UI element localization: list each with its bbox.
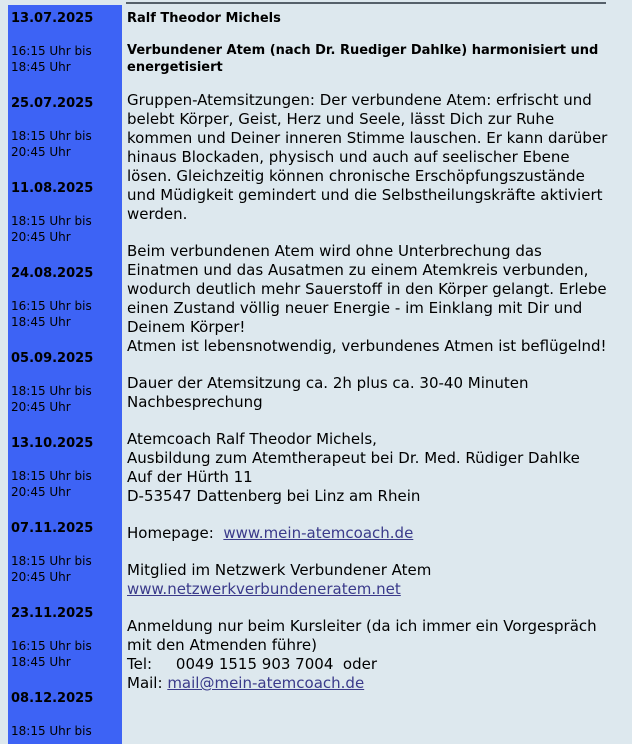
address-street: Auf der Hürth 11 (127, 468, 253, 486)
mail-link[interactable]: mail@mein-atemcoach.de (167, 674, 365, 692)
mail-label: Mail: (127, 674, 163, 692)
signup-text: Anmeldung nur beim Kursleiter (da ich immer ein Vorgespräch mit den Atmenden führe) (127, 617, 597, 654)
event-time: 18:15 Uhr bis 20:45 Uhr (11, 129, 92, 159)
top-divider (126, 2, 606, 4)
event-title: Verbundener Atem (nach Dr. Ruediger Dahlke) harmonisiert und energetisiert (127, 43, 599, 75)
event-time: 16:15 Uhr bis 18:45 Uhr (11, 44, 92, 74)
event-date: 25.07.2025 (11, 96, 94, 111)
event-time: 16:15 Uhr bis 18:45 Uhr (11, 639, 92, 669)
membership-text: Mitglied im Netzwerk Verbundener Atem (127, 561, 432, 579)
coach-training: Ausbildung zum Atemtherapeut bei Dr. Med. Rüdiger Dahlke (127, 449, 580, 467)
mail-line (127, 674, 612, 693)
phone-line: Tel: 0049 1515 903 7004 oder (127, 655, 377, 673)
event-date-entry (11, 605, 123, 670)
event-date: 08.12.2025 (11, 691, 94, 706)
event-date-entry (11, 520, 123, 585)
address-city: D-53547 Dattenberg bei Linz am Rhein (127, 487, 421, 505)
event-date-entry (11, 350, 123, 415)
event-date-entry (11, 265, 123, 330)
homepage-line (127, 524, 612, 543)
homepage-label: Homepage: (127, 524, 214, 542)
event-date-entry (11, 10, 123, 75)
organizer-name: Ralf Theodor Michels (127, 11, 281, 26)
event-time: 18:15 Uhr bis 20:45 Uhr (11, 554, 92, 584)
slogan: Atmen ist lebensnotwendig, verbundenes Atmen ist beflügelnd! (127, 337, 607, 355)
coach-name: Atemcoach Ralf Theodor Michels, (127, 430, 377, 448)
event-date-entry (11, 180, 123, 245)
event-date: 07.11.2025 (11, 521, 94, 536)
event-date: 05.09.2025 (11, 351, 94, 366)
network-link[interactable]: www.netzwerkverbundeneratem.net (127, 580, 401, 598)
event-time: 18:15 Uhr bis 20:45 Uhr (11, 214, 92, 244)
event-time: 18:15 Uhr bis 20:45 Uhr (11, 384, 92, 414)
event-time: 18:15 Uhr bis (11, 724, 92, 738)
event-date: 13.07.2025 (11, 11, 94, 26)
duration-text: Dauer der Atemsitzung ca. 2h plus ca. 30-40 Minuten Nachbesprechung (127, 374, 529, 411)
event-description (127, 10, 612, 693)
event-date-entry (11, 690, 123, 739)
event-date: 23.11.2025 (11, 606, 94, 621)
event-date-entry (11, 435, 123, 500)
event-date: 13.10.2025 (11, 436, 94, 451)
event-date: 24.08.2025 (11, 266, 94, 281)
event-date-entry (11, 95, 123, 160)
event-date: 11.08.2025 (11, 181, 94, 196)
event-time: 18:15 Uhr bis 20:45 Uhr (11, 469, 92, 499)
homepage-link[interactable]: www.mein-atemcoach.de (223, 524, 414, 542)
method-paragraph: Beim verbundenen Atem wird ohne Unterbrechung das Einatmen und das Ausatmen zu einem Atemkreis verbunden, wodurch deutlich mehr Sauerstoff in den Körper gelangt. Erlebe einen Zustand völlig neuer Energie - im Einklang mit Dir und Deinem Körper! (127, 242, 607, 336)
intro-paragraph: Gruppen-Atemsitzungen: Der verbundene Atem: erfrischt und belebt Körper, Geist, Herz und Seele, lässt Dich zur Ruhe kommen und Deiner inneren Stimme lauschen. Er kann darüber hinaus Blockaden, physisch und auch auf seelischer Ebene lösen. Gleichzeitig können chronische Erschöpfungszustände und Müdigkeit gemindert und die Selbstheilungskräfte aktiviert werden. (127, 91, 608, 223)
event-time: 16:15 Uhr bis 18:45 Uhr (11, 299, 92, 329)
